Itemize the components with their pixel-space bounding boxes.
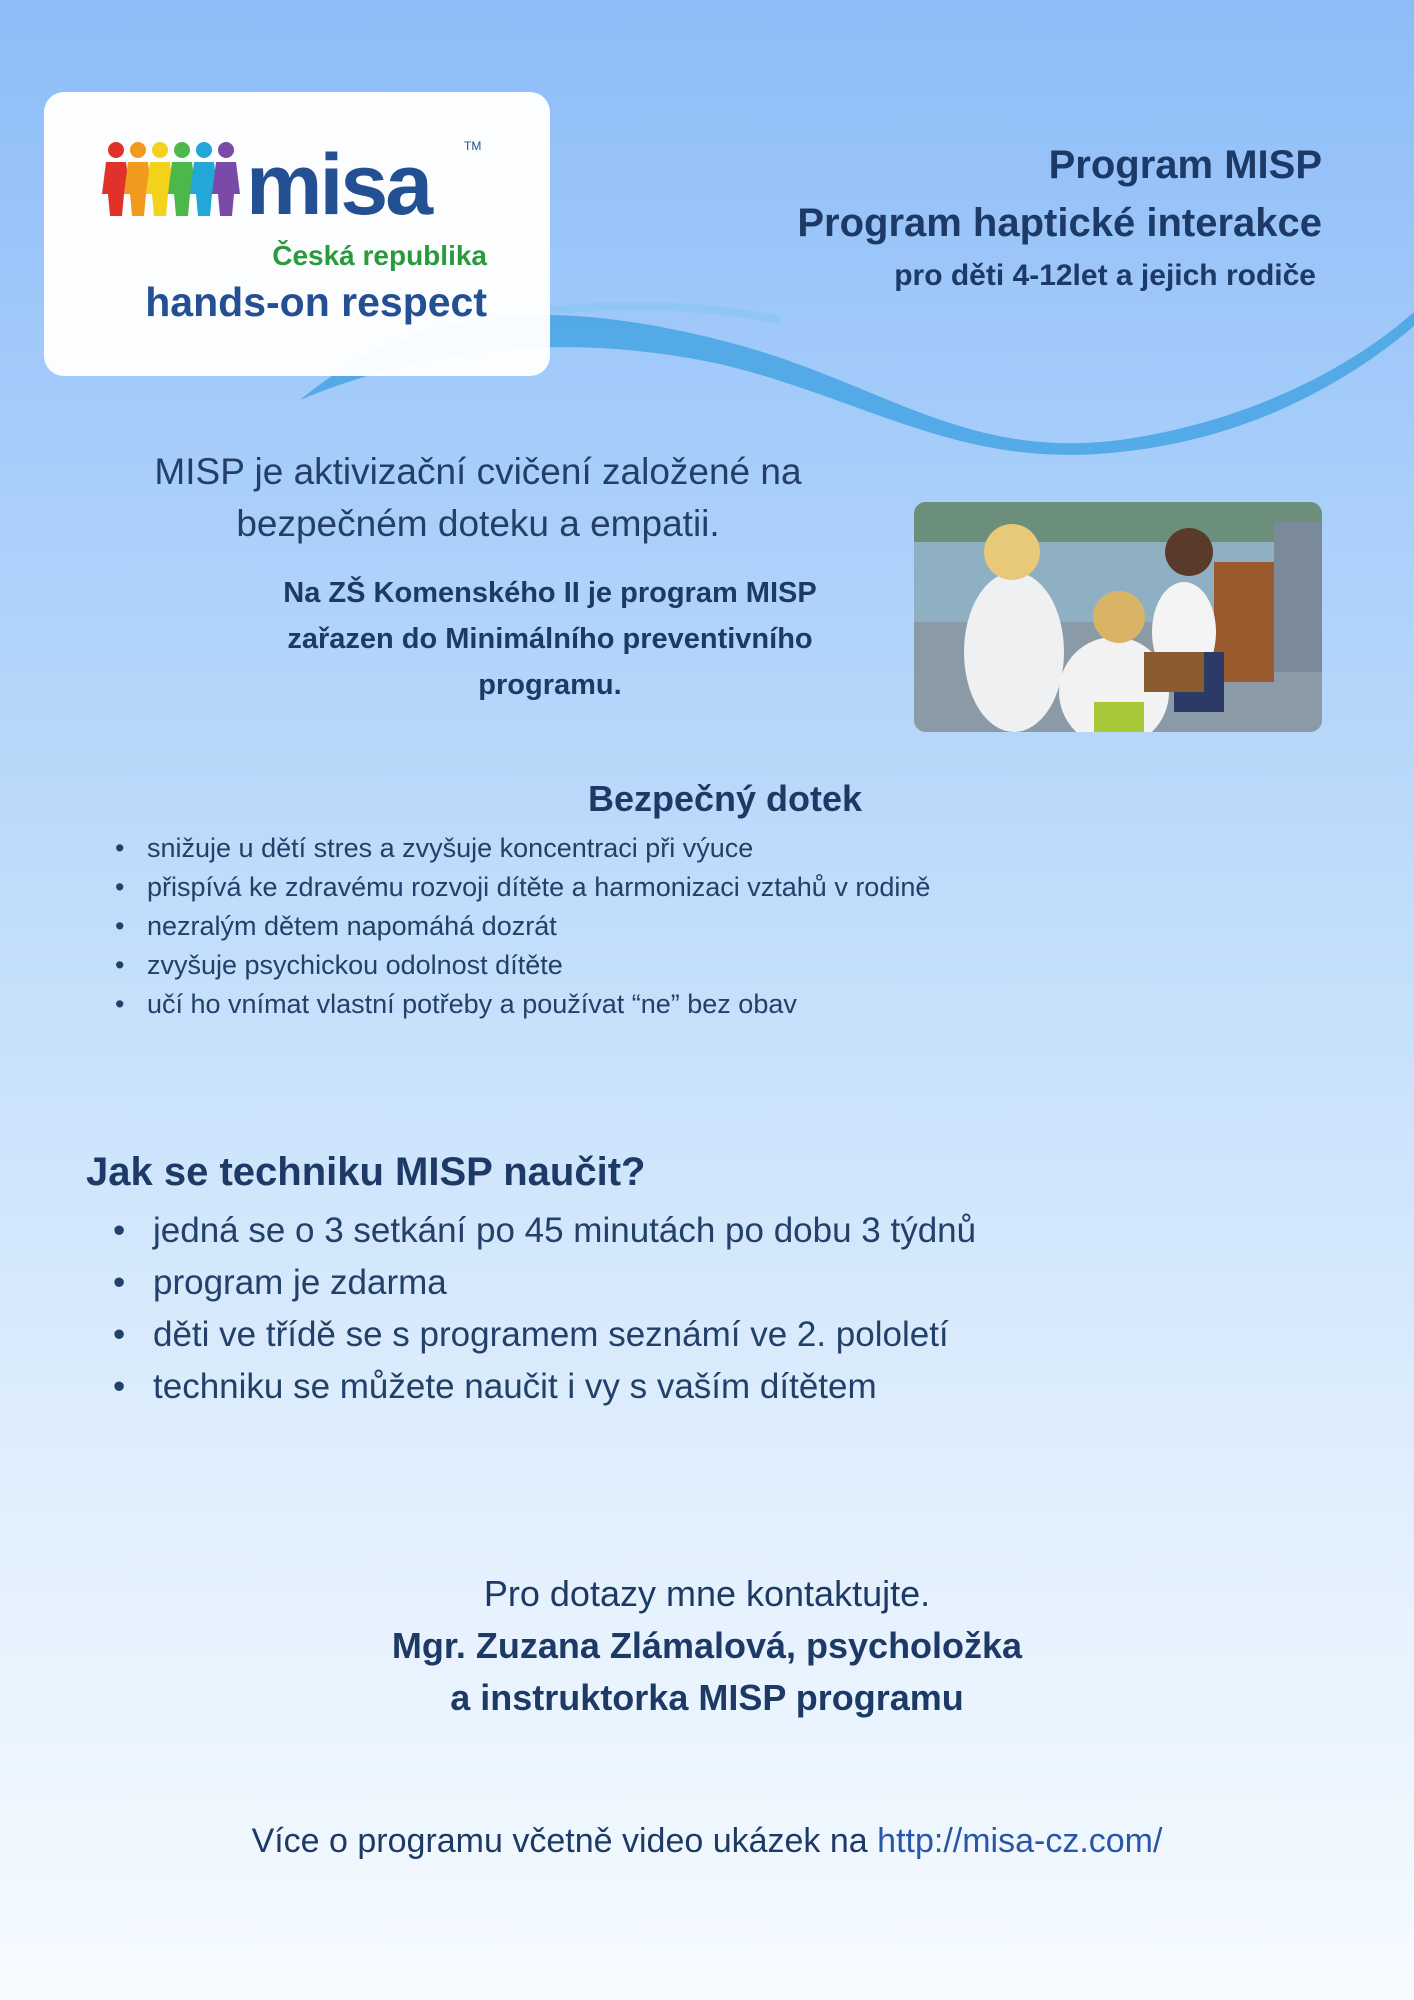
children-photo [914,502,1322,732]
safe-touch-list [115,829,930,1024]
contact-role: a instruktorka MISP programu [450,1677,964,1718]
list-item: • program je zdarma [113,1257,976,1309]
page-title: Program MISP [1048,143,1322,187]
list-item: • nezralým dětem napomáhá dozrát [115,907,930,946]
school-note-line-3: programu. [478,669,622,701]
list-item: • techniku se můžete naučit i vy s vaším dítětem [113,1361,976,1413]
list-item: • jedná se o 3 setkání po 45 minutách po dobu 3 týdnů [113,1205,976,1257]
page-subtitle: Program haptické interakce [797,201,1322,245]
how-to-learn-list [113,1205,976,1413]
target-audience: pro děti 4-12let a jejich rodiče [894,259,1316,292]
list-item: • zvyšuje psychickou odolnost dítěte [115,946,930,985]
school-note-line-1: Na ZŠ Komenského II je program MISP [283,577,817,609]
contact-block [200,1568,1214,1724]
list-item: • přispívá ke zdravému rozvoji dítěte a harmonizaci vztahů v rodině [115,868,930,907]
misa-logo [96,136,516,346]
school-note [200,570,900,708]
logo-slogan: hands-on respect [145,279,487,325]
list-item: • děti ve třídě se s programem seznámí ve 2. pololetí [113,1309,976,1361]
more-info-text: Více o programu včetně video ukázek na [251,1822,878,1860]
website-link[interactable]: http://misa-cz.com/ [877,1822,1163,1860]
intro-text [100,446,856,550]
more-info [100,1822,1314,1861]
header [797,136,1322,300]
contact-intro: Pro dotazy mne kontaktujte. [483,1573,931,1614]
logo-wordmark: misa [246,137,431,233]
school-note-line-2: zařazen do Minimálního preventivního [287,623,813,655]
section-title-how-to-learn: Jak se techniku MISP naučit? [86,1150,646,1194]
logo-trademark: TM [464,139,482,153]
people-icon [102,142,240,216]
list-item: • učí ho vnímat vlastní potřeby a používat “ne” bez obav [115,985,930,1024]
intro-line-1: MISP je aktivizační cvičení založené na [154,451,802,492]
contact-name: Mgr. Zuzana Zlámalová, psycholožka [391,1625,1023,1666]
intro-line-2: bezpečném doteku a empatii. [236,503,720,544]
list-item: • snižuje u dětí stres a zvyšuje koncentraci při výuce [115,829,930,868]
logo-country: Česká republika [272,240,487,271]
section-title-safe-touch: Bezpečný dotek [587,778,863,819]
